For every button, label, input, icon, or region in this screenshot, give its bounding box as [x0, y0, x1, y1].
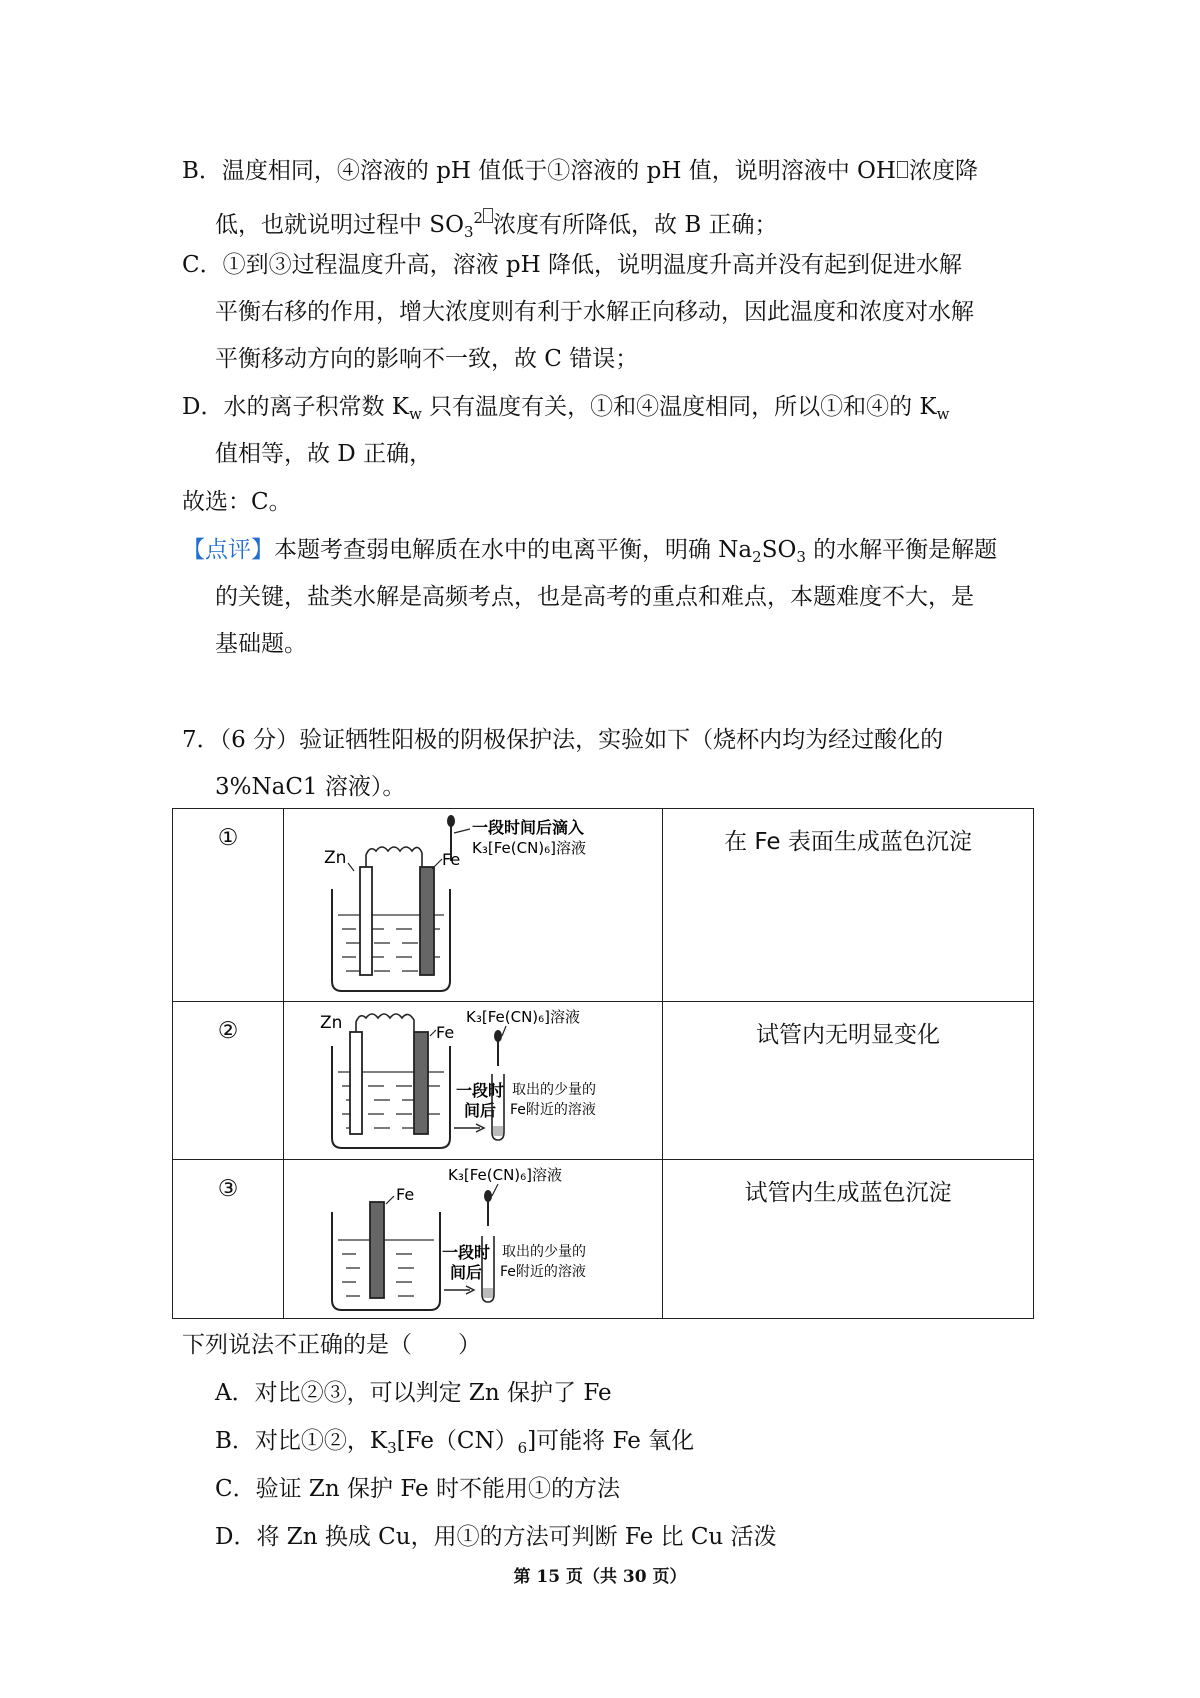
choice-c: C．验证 Zn 保护 Fe 时不能用①的方法 [215, 1476, 620, 1502]
subscript: 3 [387, 1439, 397, 1457]
comment-text-2: SO [761, 537, 797, 563]
answer-line: 故选：C。 [182, 489, 292, 515]
drop-label: 一段时间后滴入 [472, 818, 585, 837]
choice-b-text-3: ]可能将 Fe 氧化 [527, 1428, 695, 1454]
fe-label: Fe [442, 850, 461, 869]
after-label-2: 间后 [464, 1101, 497, 1120]
choice-b-text: B．对比①②，K [215, 1428, 388, 1454]
page-footer: 第 15 页（共 30 页） [513, 1567, 687, 1587]
comment-line-3: 基础题。 [215, 631, 307, 657]
row-number: ① [217, 825, 239, 851]
missing-glyph [483, 208, 493, 223]
experiment-3-diagram [284, 1160, 662, 1316]
subscript: 3 [796, 548, 806, 566]
result-text: 试管内生成蓝色沉淀 [744, 1180, 952, 1206]
zn-label: Zn [320, 1013, 343, 1033]
comment-text: 本题考查弱电解质在水中的电离平衡，明确 Na [274, 537, 753, 563]
subscript: w [936, 405, 950, 423]
option-b-text-2: 浓度降 [908, 158, 978, 184]
figure-cell [284, 1160, 663, 1319]
result-text: 在 Fe 表面生成蓝色沉淀 [724, 829, 972, 855]
result-cell [663, 1160, 1034, 1319]
table-row [173, 809, 1034, 1002]
choice-a: A．对比②③，可以判定 Zn 保护了 Fe [215, 1380, 612, 1406]
table-row [173, 1002, 1034, 1160]
experiment-2-diagram [284, 1002, 662, 1157]
option-d-line-2: 值相等，故 D 正确， [215, 441, 433, 467]
reagent-label: K₃[Fe(CN)₆]溶液 [448, 1166, 563, 1184]
table-row [173, 1160, 1034, 1319]
experiment-table [172, 808, 1034, 1319]
subscript: 6 [517, 1439, 528, 1457]
tube-label-1: 取出的少量的 [512, 1082, 596, 1098]
after-label-1: 一段时 [442, 1243, 491, 1262]
row-number-cell [173, 1002, 284, 1160]
option-c-line-2: 平衡右移的作用，增大浓度则有利于水解正向移动，因此温度和浓度对水解 [215, 299, 974, 325]
comment-line-1 [182, 535, 997, 572]
option-d-text-2: 只有温度有关，①和④温度相同，所以①和④的 K [421, 394, 937, 420]
tube-label-1: 取出的少量的 [502, 1244, 586, 1260]
choice-b [215, 1426, 694, 1463]
choice-d: D．将 Zn 换成 Cu，用①的方法可判断 Fe 比 Cu 活泼 [215, 1524, 777, 1550]
subscript: w [408, 405, 422, 423]
option-d-line-1 [182, 392, 949, 429]
row-number-cell [173, 809, 284, 1002]
option-d-text: D．水的离子积常数 K [182, 394, 409, 420]
reagent-label: K₃[Fe(CN)₆]溶液 [472, 839, 587, 857]
tube-label-2: Fe附近的溶液 [500, 1264, 586, 1280]
option-c-line-3: 平衡移动方向的影响不一致，故 C 错误； [215, 346, 639, 372]
after-label-1: 一段时 [456, 1081, 505, 1100]
option-c-line-1: C．①到③过程温度升高，溶液 pH 降低，说明温度升高并没有起到促进水解 [182, 252, 963, 278]
superscript: 2 [473, 209, 484, 227]
comment-text-3: 的水解平衡是解题 [805, 537, 998, 563]
tube-label-2: Fe附近的溶液 [510, 1102, 596, 1118]
row-number: ③ [217, 1176, 239, 1202]
after-label-2: 间后 [450, 1263, 483, 1282]
option-b-text-3: 低，也就说明过程中 SO [215, 212, 464, 238]
row-number: ② [217, 1018, 239, 1044]
zn-label: Zn [324, 848, 347, 868]
fe-label: Fe [436, 1023, 455, 1042]
comment-tag: 【点评】 [182, 537, 274, 563]
choice-b-text-2: [Fe（CN） [396, 1428, 518, 1454]
result-text: 试管内无明显变化 [756, 1022, 940, 1048]
question-7-line-2: 3%NaC1 溶液）。 [215, 774, 406, 800]
option-b-text-4: 浓度有所降低，故 B 正确； [493, 212, 778, 238]
option-b-line-2 [215, 203, 778, 247]
result-cell [663, 809, 1034, 1002]
comment-line-2: 的关键，盐类水解是高频考点，也是高考的重点和难点，本题难度不大，是 [215, 584, 974, 610]
figure-cell [284, 1002, 663, 1160]
experiment-1-diagram [284, 809, 662, 999]
row-number-cell [173, 1160, 284, 1319]
option-b-line-1 [182, 156, 978, 186]
subscript: 2 [752, 548, 762, 566]
result-cell [663, 1002, 1034, 1160]
question-7-line-1: 7．（6 分）验证牺牲阳极的阴极保护法，实验如下（烧杯内均为经过酸化的 [182, 727, 944, 753]
missing-glyph [897, 161, 908, 178]
subscript: 3 [463, 223, 474, 241]
option-b-text: B．温度相同，④溶液的 pH 值低于①溶液的 pH 值，说明溶液中 OH [182, 158, 896, 184]
figure-cell [284, 809, 663, 1002]
fe-label: Fe [396, 1185, 415, 1204]
question-stem: 下列说法不正确的是（ ） [182, 1332, 481, 1358]
reagent-label: K₃[Fe(CN)₆]溶液 [466, 1008, 581, 1026]
